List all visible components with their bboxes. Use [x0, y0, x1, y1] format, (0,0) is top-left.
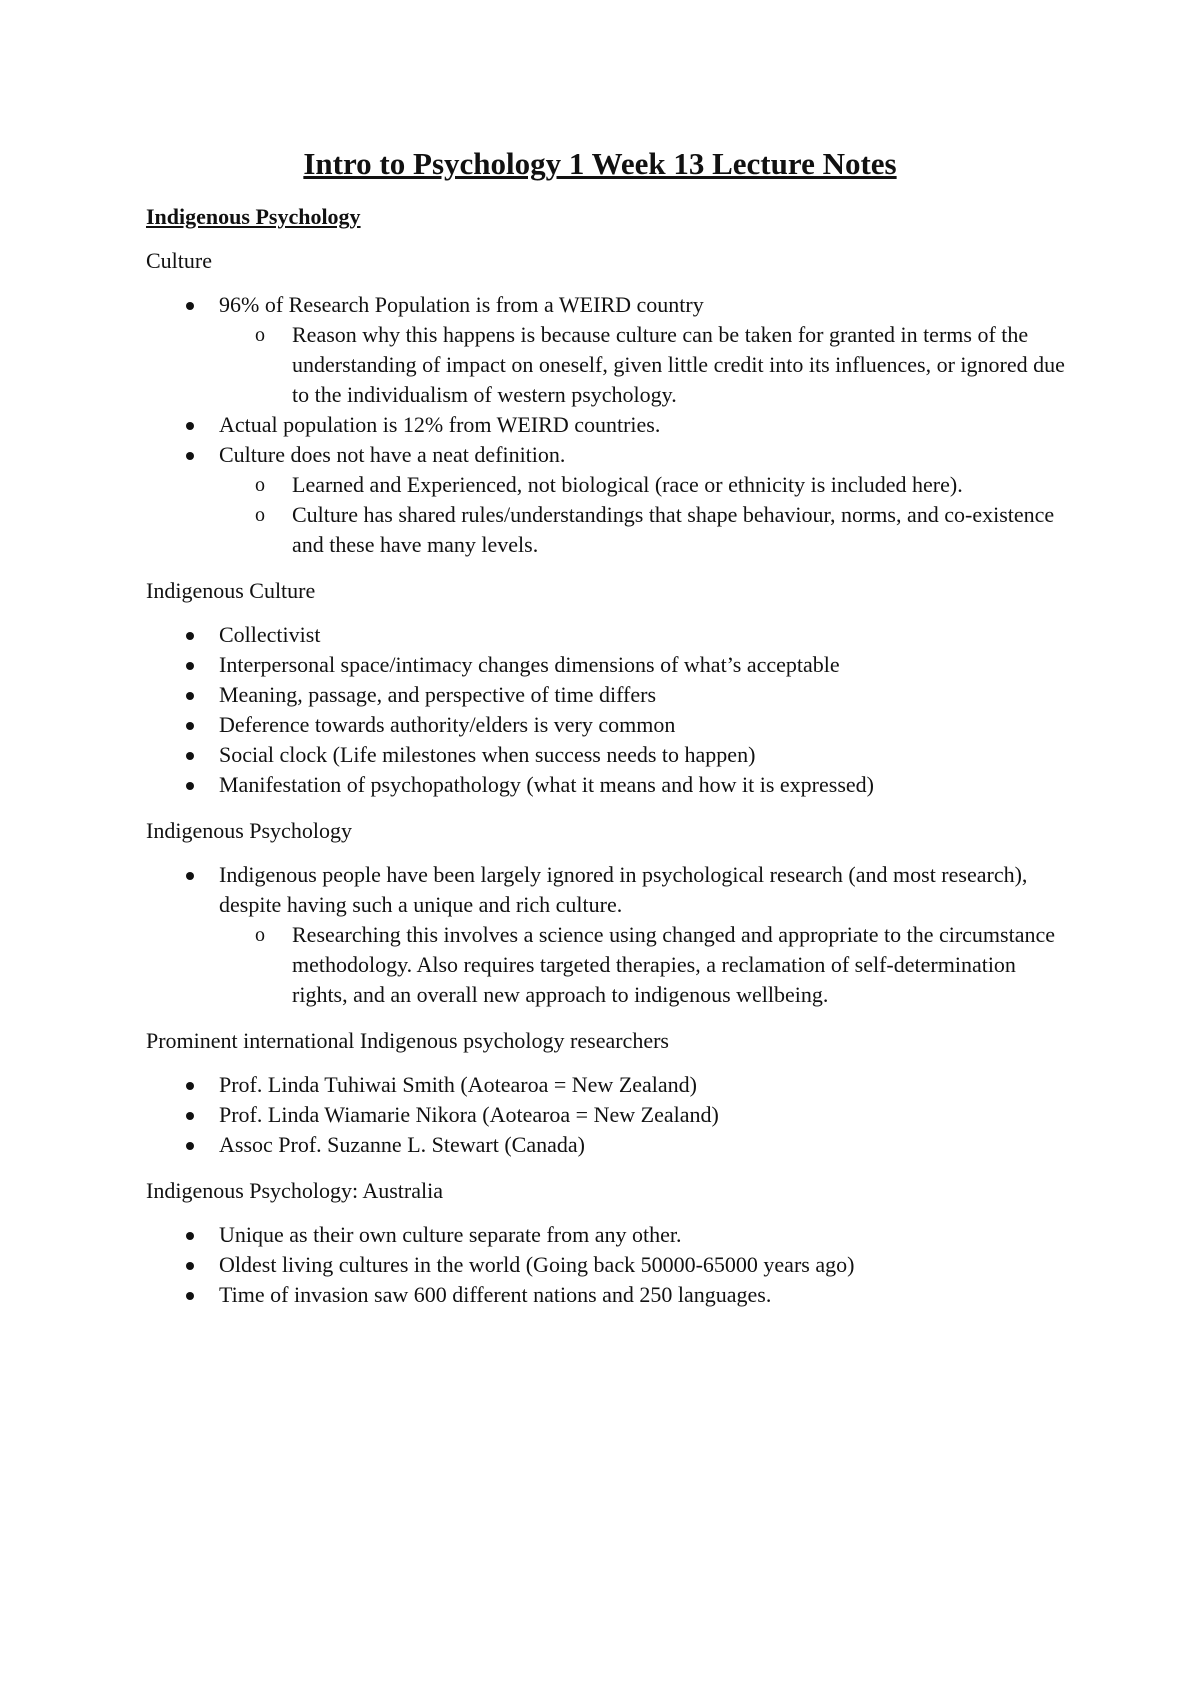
list-item: 96% of Research Population is from a WEIRD country o Reason why this happens is because culture can be taken for granted in terms of the understanding of impact on oneself, given little credit into its influences, or ignored due to the individualism of western psychology. [146, 290, 1076, 410]
bullet-icon [186, 302, 194, 310]
list-item: Oldest living cultures in the world (Going back 50000-65000 years ago) [146, 1250, 1076, 1280]
list-item: Prof. Linda Tuhiwai Smith (Aotearoa = New Zealand) [146, 1070, 1076, 1100]
sub-list [219, 320, 1076, 410]
bullet-icon [186, 1142, 194, 1150]
document-title: Intro to Psychology 1 Week 13 Lecture Notes [303, 146, 897, 181]
list-item: Prof. Linda Wiamarie Nikora (Aotearoa = New Zealand) [146, 1100, 1076, 1130]
list-item: Time of invasion saw 600 different nations and 250 languages. [146, 1280, 1076, 1310]
indigenous-psychology-list [146, 860, 1076, 1010]
indigenous-culture-list [146, 620, 1076, 800]
bullet-icon [186, 1232, 194, 1240]
subheading-researchers: Prominent international Indigenous psychology researchers [146, 1028, 669, 1053]
subheading-indigenous-psychology: Indigenous Psychology [146, 818, 352, 843]
subheading-indigenous-culture: Indigenous Culture [146, 578, 316, 603]
bullet-icon [186, 1262, 194, 1270]
circle-bullet-icon: o [255, 504, 265, 526]
bullet-icon [186, 752, 194, 760]
list-item: Meaning, passage, and perspective of time differs [146, 680, 1076, 710]
bullet-icon [186, 1292, 194, 1300]
sub-list-item: o Researching this involves a science using changed and appropriate to the circumstance methodology. Also requires targeted therapies, a reclamation of self-determination rights, and an overall new approach to indigenous wellbeing. [255, 922, 1056, 1007]
list-item: Interpersonal space/intimacy changes dimensions of what’s acceptable [146, 650, 1076, 680]
subheading-culture: Culture [146, 248, 212, 273]
list-item: Collectivist [146, 620, 1076, 650]
list-item: Social clock (Life milestones when success needs to happen) [146, 740, 1076, 770]
sub-list-item: o Learned and Experienced, not biological (race or ethnicity is included here). [219, 470, 1076, 500]
subheading-australia: Indigenous Psychology: Australia [146, 1178, 443, 1203]
bullet-icon [186, 1082, 194, 1090]
list-item: Actual population is 12% from WEIRD countries. [146, 410, 1076, 440]
list-item: Indigenous people have been largely ignored in psychological research (and most research), despite having such a unique and rich culture. o Researching this involves a science using changed and appropriate to the circumstance methodology. Also requires targeted therapies, a reclamation of self-determination rights, and an overall new approach to indigenous wellbeing. [146, 860, 1076, 1010]
australia-list [146, 1220, 1076, 1310]
researchers-list [146, 1070, 1076, 1160]
sub-list-item: o Culture has shared rules/understandings that shape behaviour, norms, and co-existence and these have many levels. [255, 502, 1055, 557]
circle-bullet-icon: o [255, 474, 265, 496]
bullet-icon [186, 452, 194, 460]
sub-list-item: o Reason why this happens is because culture can be taken for granted in terms of the understanding of impact on oneself, given little credit into its influences, or ignored due to the individualism of western psychology. [255, 322, 1065, 407]
culture-list [146, 290, 1076, 560]
bullet-icon [186, 722, 194, 730]
sub-list [219, 920, 1076, 1010]
list-item: Manifestation of psychopathology (what it means and how it is expressed) [146, 770, 1076, 800]
bullet-icon [186, 1112, 194, 1120]
list-item: Deference towards authority/elders is very common [146, 710, 1076, 740]
list-item: Unique as their own culture separate from any other. [146, 1220, 1076, 1250]
sub-list [219, 470, 1076, 560]
bullet-icon [186, 872, 194, 880]
bullet-icon [186, 782, 194, 790]
document-body [146, 202, 1076, 1326]
section-heading: Indigenous Psychology [146, 204, 361, 229]
bullet-icon [186, 422, 194, 430]
circle-bullet-icon: o [255, 324, 265, 346]
list-item: Culture does not have a neat definition. o Learned and Experienced, not biological (race or ethnicity is included here). o Culture has shared rules/understandings that shape behaviour, norms, and co-existence and these have many levels. [146, 440, 1076, 560]
bullet-icon [186, 692, 194, 700]
list-item: Assoc Prof. Suzanne L. Stewart (Canada) [146, 1130, 1076, 1160]
bullet-icon [186, 662, 194, 670]
circle-bullet-icon: o [255, 924, 265, 946]
bullet-icon [186, 632, 194, 640]
